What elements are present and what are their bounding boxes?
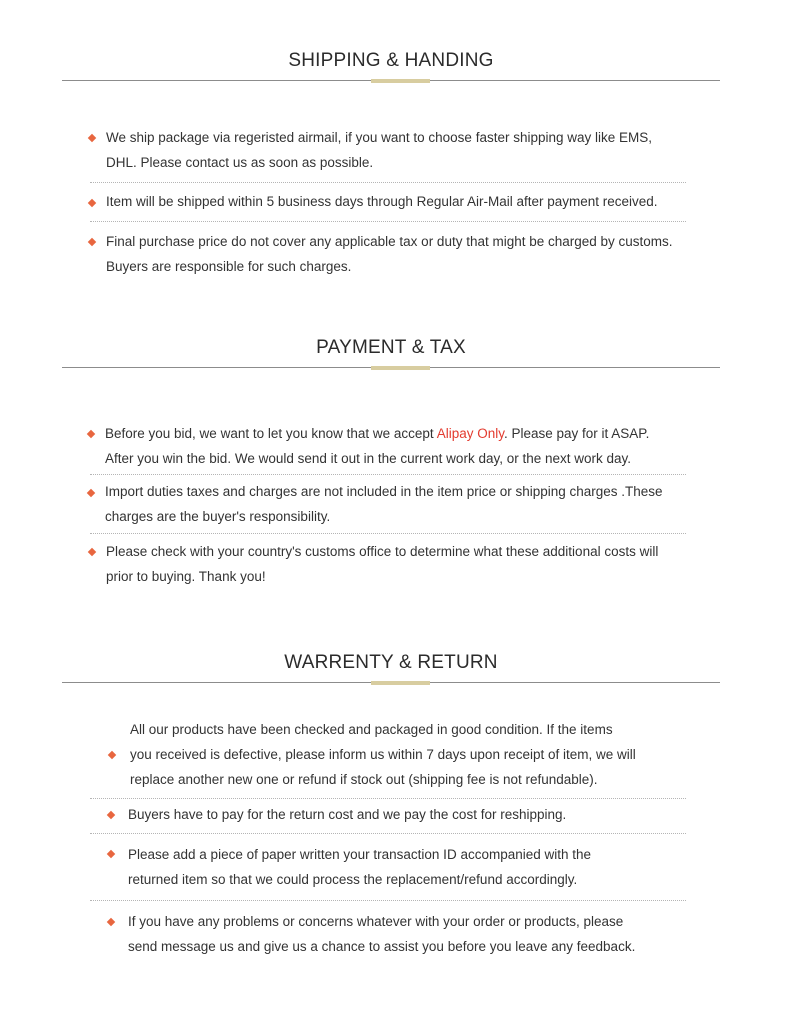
diamond-bullet-icon bbox=[87, 489, 95, 497]
dotted-separator bbox=[90, 182, 686, 183]
dotted-separator bbox=[90, 900, 686, 901]
section-accent-bar bbox=[371, 681, 430, 685]
diamond-bullet-icon bbox=[108, 751, 116, 759]
warranty-item-4: If you have any problems or concerns whatever with your order or products, please send message us and give us a chance to assist you before you leave any feedback. bbox=[128, 914, 636, 954]
shipping-item-3: Final purchase price do not cover any applicable tax or duty that might be charged by customs. Buyers are responsible for such charges. bbox=[106, 234, 673, 274]
dotted-separator bbox=[90, 798, 686, 799]
section-accent-bar bbox=[371, 79, 430, 83]
dotted-separator bbox=[90, 833, 686, 834]
diamond-bullet-icon bbox=[88, 134, 96, 142]
shipping-item-2: Item will be shipped within 5 business days through Regular Air-Mail after payment received. bbox=[106, 194, 658, 209]
warranty-item-2: Buyers have to pay for the return cost and we pay the cost for reshipping. bbox=[128, 807, 567, 822]
diamond-bullet-icon bbox=[107, 918, 115, 926]
dotted-separator bbox=[90, 533, 686, 534]
payment-item-1: Before you bid, we want to let you know that we accept Alipay Only. Please pay for it ASAP. After you win the bid. We would send it out in the current work day, or the next work day. bbox=[105, 426, 650, 466]
warranty-item-3: Please add a piece of paper written your transaction ID accompanied with the returned item so that we could process the replacement/refund accordingly. bbox=[128, 847, 592, 887]
alipay-only-highlight: Alipay Only bbox=[436, 426, 504, 441]
dotted-separator bbox=[90, 474, 686, 475]
diamond-bullet-icon bbox=[88, 199, 96, 207]
diamond-bullet-icon bbox=[88, 238, 96, 246]
diamond-bullet-icon bbox=[107, 850, 115, 858]
payment-item-2: Import duties taxes and charges are not included in the item price or shipping charges .These charges are the buyer's responsibility. bbox=[105, 484, 663, 524]
payment-item-3: Please check with your country's customs office to determine what these additional costs will prior to buying. Thank you! bbox=[106, 544, 659, 584]
section-accent-bar bbox=[371, 366, 430, 370]
warranty-title: WARRENTY & RETURN bbox=[284, 652, 498, 673]
diamond-bullet-icon bbox=[88, 548, 96, 556]
diamond-bullet-icon bbox=[107, 811, 115, 819]
diamond-bullet-icon bbox=[87, 430, 95, 438]
warranty-item-1: All our products have been checked and packaged in good condition. If the items you received is defective, please inform us within 7 days upon receipt of item, we will replace another new one or refund if stock out (shipping fee is not refundable). bbox=[130, 722, 636, 787]
shipping-item-1: We ship package via regeristed airmail, if you want to choose faster shipping way like EMS, DHL. Please contact us as soon as possible. bbox=[106, 130, 653, 170]
payment-title: PAYMENT & TAX bbox=[316, 337, 466, 358]
shipping-title: SHIPPING & HANDING bbox=[288, 50, 494, 71]
dotted-separator bbox=[90, 221, 686, 222]
